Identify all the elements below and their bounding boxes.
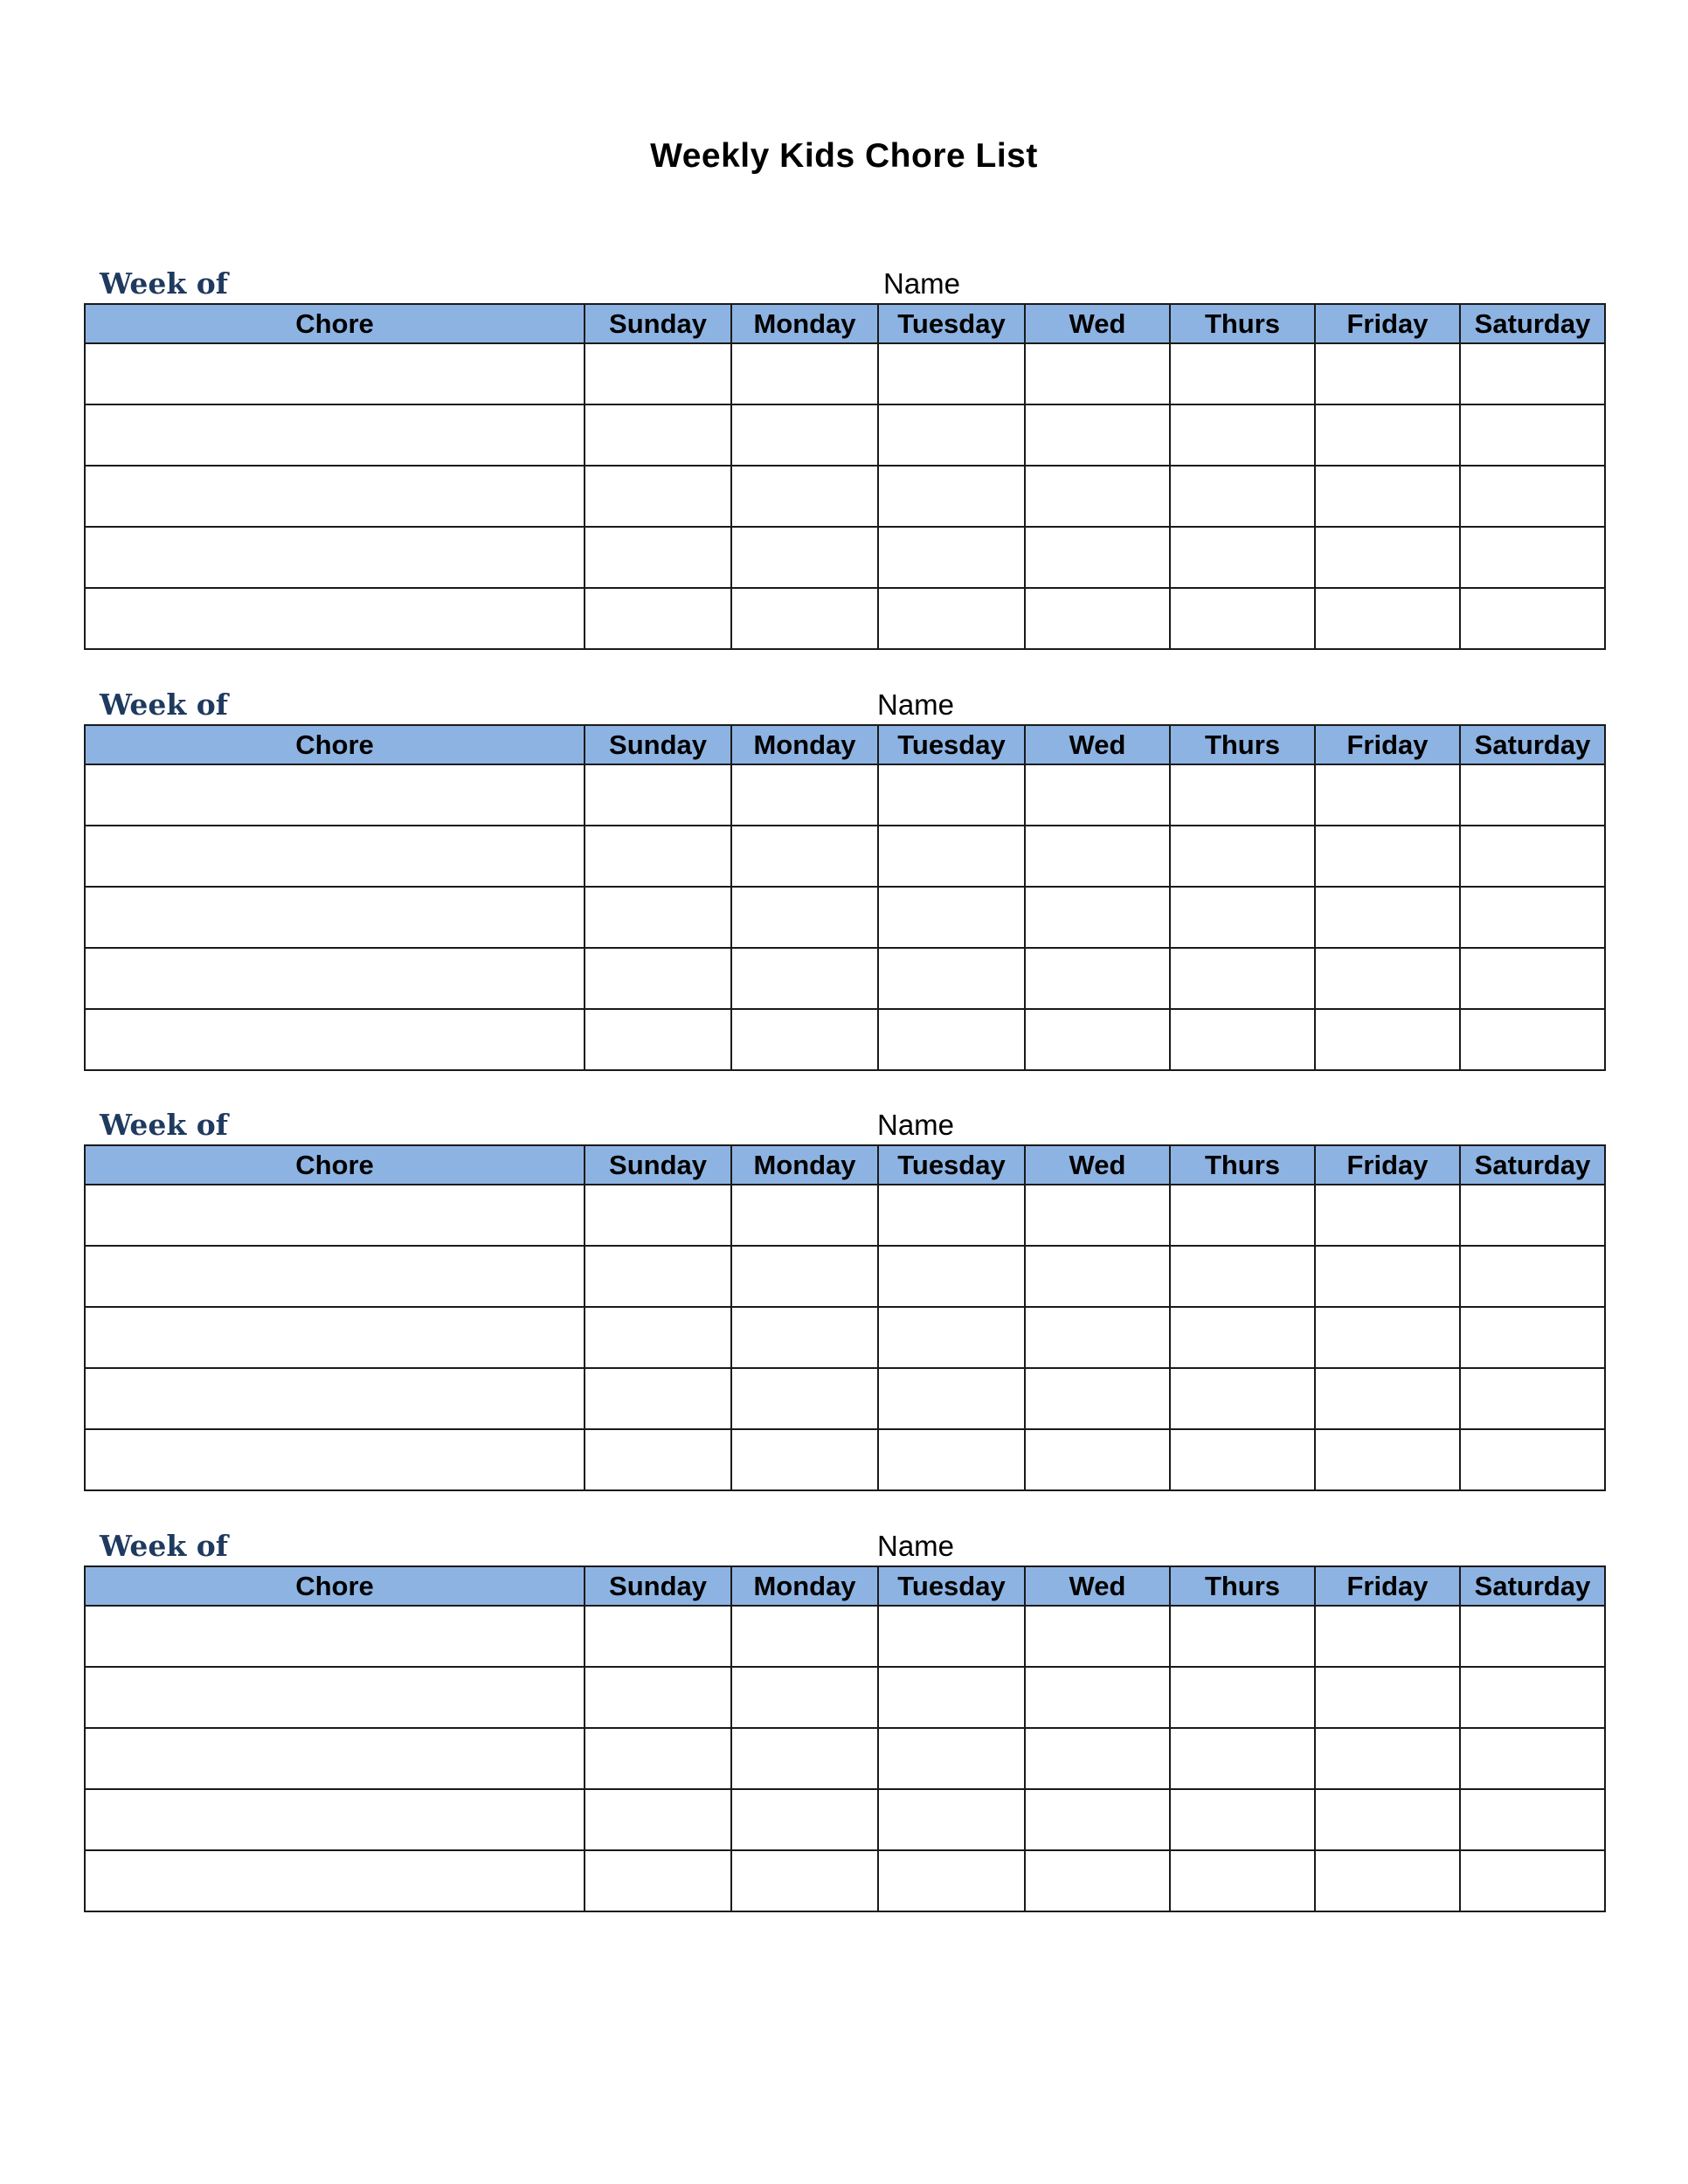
day-cell[interactable]: [878, 826, 1025, 887]
table-row: [85, 404, 1605, 466]
table-row: [85, 466, 1605, 527]
day-cell[interactable]: [731, 1246, 878, 1307]
day-cell[interactable]: [1170, 1185, 1315, 1246]
table-row: [85, 1246, 1605, 1307]
chore-table: [84, 724, 1606, 1071]
chore-cell[interactable]: [85, 343, 585, 404]
day-cell[interactable]: [1315, 826, 1460, 887]
name-label: Name: [877, 1530, 955, 1562]
table-row: [85, 1185, 1605, 1246]
chore-cell[interactable]: [85, 588, 585, 649]
day-cell[interactable]: [1460, 1667, 1605, 1728]
column-header-sunday: Sunday: [585, 1145, 731, 1185]
day-cell[interactable]: [1170, 1246, 1315, 1307]
day-cell[interactable]: [585, 1307, 731, 1368]
day-cell[interactable]: [1025, 1185, 1170, 1246]
table-row: [85, 1667, 1605, 1728]
column-header-tuesday: Tuesday: [878, 725, 1025, 764]
week-of-label: Week of: [100, 1108, 228, 1142]
week-section: [84, 263, 1604, 650]
day-cell[interactable]: [1315, 1185, 1460, 1246]
column-header-monday: Monday: [731, 725, 878, 764]
week-of-label: Week of: [100, 688, 228, 722]
chore-cell[interactable]: [85, 826, 585, 887]
chore-table: [84, 303, 1606, 650]
column-header-monday: Monday: [731, 304, 878, 343]
chore-cell[interactable]: [85, 764, 585, 826]
chore-cell[interactable]: [85, 1307, 585, 1368]
day-cell[interactable]: [1170, 1429, 1315, 1490]
chore-cell[interactable]: [85, 1246, 585, 1307]
column-header-sunday: Sunday: [585, 725, 731, 764]
day-cell[interactable]: [878, 887, 1025, 948]
day-cell[interactable]: [1315, 404, 1460, 466]
day-cell[interactable]: [1315, 1307, 1460, 1368]
day-cell[interactable]: [585, 1728, 731, 1789]
day-cell[interactable]: [731, 1307, 878, 1368]
day-cell[interactable]: [1025, 1789, 1170, 1850]
day-cell[interactable]: [731, 1789, 878, 1850]
day-cell[interactable]: [1170, 588, 1315, 649]
column-header-tuesday: Tuesday: [878, 304, 1025, 343]
day-cell[interactable]: [1460, 1728, 1605, 1789]
day-cell[interactable]: [1460, 948, 1605, 1009]
day-cell[interactable]: [1460, 1429, 1605, 1490]
day-cell[interactable]: [1460, 588, 1605, 649]
day-cell[interactable]: [1025, 588, 1170, 649]
day-cell[interactable]: [585, 1368, 731, 1429]
day-cell[interactable]: [585, 1789, 731, 1850]
column-header-saturday: Saturday: [1460, 725, 1605, 764]
chore-cell[interactable]: [85, 887, 585, 948]
column-header-chore: Chore: [85, 725, 585, 764]
day-cell[interactable]: [878, 1307, 1025, 1368]
table-row: [85, 1728, 1605, 1789]
column-header-friday: Friday: [1315, 304, 1460, 343]
day-cell[interactable]: [1315, 466, 1460, 527]
column-header-thurs: Thurs: [1170, 1566, 1315, 1606]
chore-cell[interactable]: [85, 1850, 585, 1911]
column-header-saturday: Saturday: [1460, 1145, 1605, 1185]
day-cell[interactable]: [731, 887, 878, 948]
day-cell[interactable]: [1025, 1246, 1170, 1307]
day-cell[interactable]: [1170, 764, 1315, 826]
day-cell[interactable]: [1315, 1789, 1460, 1850]
day-cell[interactable]: [1460, 887, 1605, 948]
day-cell[interactable]: [1460, 466, 1605, 527]
day-cell[interactable]: [1025, 1009, 1170, 1070]
header-row: [85, 1566, 1605, 1606]
day-cell[interactable]: [1460, 404, 1605, 466]
chore-cell[interactable]: [85, 1009, 585, 1070]
week-header: [84, 263, 1604, 303]
day-cell[interactable]: [1170, 948, 1315, 1009]
column-header-sunday: Sunday: [585, 304, 731, 343]
week-header: [84, 684, 1604, 724]
day-cell[interactable]: [1170, 1009, 1315, 1070]
chore-cell[interactable]: [85, 1368, 585, 1429]
day-cell[interactable]: [1025, 1728, 1170, 1789]
day-cell[interactable]: [585, 527, 731, 588]
column-header-wed: Wed: [1025, 1145, 1170, 1185]
column-header-friday: Friday: [1315, 1566, 1460, 1606]
day-cell[interactable]: [1025, 826, 1170, 887]
day-cell[interactable]: [585, 1429, 731, 1490]
day-cell[interactable]: [1315, 1246, 1460, 1307]
day-cell[interactable]: [1025, 404, 1170, 466]
day-cell[interactable]: [1315, 1009, 1460, 1070]
day-cell[interactable]: [585, 1185, 731, 1246]
day-cell[interactable]: [731, 1185, 878, 1246]
day-cell[interactable]: [1460, 1307, 1605, 1368]
day-cell[interactable]: [1170, 1307, 1315, 1368]
day-cell[interactable]: [1170, 1850, 1315, 1911]
column-header-chore: Chore: [85, 1566, 585, 1606]
column-header-saturday: Saturday: [1460, 1566, 1605, 1606]
day-cell[interactable]: [1460, 1368, 1605, 1429]
day-cell[interactable]: [585, 466, 731, 527]
column-header-wed: Wed: [1025, 725, 1170, 764]
day-cell[interactable]: [731, 1728, 878, 1789]
day-cell[interactable]: [585, 404, 731, 466]
day-cell[interactable]: [1025, 1850, 1170, 1911]
day-cell[interactable]: [585, 1246, 731, 1307]
header-row: [85, 1145, 1605, 1185]
table-row: [85, 527, 1605, 588]
day-cell[interactable]: [1170, 1728, 1315, 1789]
chore-cell[interactable]: [85, 466, 585, 527]
day-cell[interactable]: [1315, 948, 1460, 1009]
week-section: [84, 684, 1604, 1071]
day-cell[interactable]: [1460, 527, 1605, 588]
column-header-chore: Chore: [85, 304, 585, 343]
day-cell[interactable]: [1460, 1009, 1605, 1070]
day-cell[interactable]: [878, 1429, 1025, 1490]
chore-cell[interactable]: [85, 1789, 585, 1850]
table-row: [85, 343, 1605, 404]
week-header: [84, 1525, 1604, 1565]
day-cell[interactable]: [585, 764, 731, 826]
day-cell[interactable]: [731, 404, 878, 466]
table-row: [85, 1368, 1605, 1429]
day-cell[interactable]: [878, 466, 1025, 527]
day-cell[interactable]: [1315, 527, 1460, 588]
day-cell[interactable]: [1025, 887, 1170, 948]
day-cell[interactable]: [1025, 1368, 1170, 1429]
chore-cell[interactable]: [85, 1429, 585, 1490]
chore-cell[interactable]: [85, 527, 585, 588]
day-cell[interactable]: [731, 1429, 878, 1490]
day-cell[interactable]: [1170, 1789, 1315, 1850]
day-cell[interactable]: [1460, 1606, 1605, 1667]
day-cell[interactable]: [731, 588, 878, 649]
header-row: [85, 304, 1605, 343]
chore-cell[interactable]: [85, 1728, 585, 1789]
day-cell[interactable]: [1025, 466, 1170, 527]
day-cell[interactable]: [1315, 1429, 1460, 1490]
day-cell[interactable]: [1170, 826, 1315, 887]
table-row: [85, 1429, 1605, 1490]
day-cell[interactable]: [1315, 887, 1460, 948]
week-section: [84, 1104, 1604, 1491]
day-cell[interactable]: [585, 1606, 731, 1667]
chore-cell[interactable]: [85, 948, 585, 1009]
chore-table: [84, 1144, 1606, 1491]
day-cell[interactable]: [731, 1368, 878, 1429]
name-label: Name: [883, 267, 961, 300]
day-cell[interactable]: [1460, 1789, 1605, 1850]
day-cell[interactable]: [1025, 1429, 1170, 1490]
day-cell[interactable]: [1315, 764, 1460, 826]
day-cell[interactable]: [878, 1246, 1025, 1307]
chore-cell[interactable]: [85, 1667, 585, 1728]
day-cell[interactable]: [1025, 1307, 1170, 1368]
day-cell[interactable]: [878, 764, 1025, 826]
day-cell[interactable]: [878, 588, 1025, 649]
day-cell[interactable]: [1315, 1606, 1460, 1667]
column-header-thurs: Thurs: [1170, 725, 1315, 764]
table-row: [85, 1009, 1605, 1070]
day-cell[interactable]: [878, 1850, 1025, 1911]
week-of-label: Week of: [100, 1529, 228, 1563]
column-header-saturday: Saturday: [1460, 304, 1605, 343]
day-cell[interactable]: [878, 1728, 1025, 1789]
day-cell[interactable]: [878, 948, 1025, 1009]
day-cell[interactable]: [1170, 466, 1315, 527]
day-cell[interactable]: [1460, 826, 1605, 887]
column-header-sunday: Sunday: [585, 1566, 731, 1606]
day-cell[interactable]: [878, 1667, 1025, 1728]
day-cell[interactable]: [1170, 404, 1315, 466]
day-cell[interactable]: [1315, 588, 1460, 649]
column-header-thurs: Thurs: [1170, 1145, 1315, 1185]
day-cell[interactable]: [731, 764, 878, 826]
day-cell[interactable]: [1025, 764, 1170, 826]
header-row: [85, 725, 1605, 764]
day-cell[interactable]: [878, 1789, 1025, 1850]
chore-table: [84, 1565, 1606, 1912]
day-cell[interactable]: [731, 1667, 878, 1728]
day-cell[interactable]: [731, 948, 878, 1009]
name-label: Name: [877, 1109, 955, 1141]
column-header-monday: Monday: [731, 1145, 878, 1185]
week-section: [84, 1525, 1604, 1912]
day-cell[interactable]: [585, 1009, 731, 1070]
day-cell[interactable]: [1025, 1606, 1170, 1667]
day-cell[interactable]: [878, 1185, 1025, 1246]
day-cell[interactable]: [1460, 1850, 1605, 1911]
day-cell[interactable]: [1025, 527, 1170, 588]
day-cell[interactable]: [878, 1606, 1025, 1667]
table-row: [85, 1850, 1605, 1911]
day-cell[interactable]: [1315, 1850, 1460, 1911]
day-cell[interactable]: [1170, 1606, 1315, 1667]
day-cell[interactable]: [1460, 764, 1605, 826]
day-cell[interactable]: [585, 588, 731, 649]
day-cell[interactable]: [1170, 527, 1315, 588]
column-header-friday: Friday: [1315, 1145, 1460, 1185]
name-label: Name: [877, 688, 955, 721]
day-cell[interactable]: [585, 343, 731, 404]
day-cell[interactable]: [1170, 343, 1315, 404]
day-cell[interactable]: [1460, 1246, 1605, 1307]
day-cell[interactable]: [585, 948, 731, 1009]
day-cell[interactable]: [585, 887, 731, 948]
day-cell[interactable]: [585, 1667, 731, 1728]
day-cell[interactable]: [1025, 1667, 1170, 1728]
day-cell[interactable]: [1170, 1368, 1315, 1429]
table-row: [85, 1606, 1605, 1667]
table-row: [85, 764, 1605, 826]
day-cell[interactable]: [1025, 948, 1170, 1009]
day-cell[interactable]: [1460, 1185, 1605, 1246]
day-cell[interactable]: [731, 826, 878, 887]
day-cell[interactable]: [1315, 1368, 1460, 1429]
column-header-tuesday: Tuesday: [878, 1566, 1025, 1606]
day-cell[interactable]: [585, 826, 731, 887]
day-cell[interactable]: [878, 527, 1025, 588]
table-row: [85, 1789, 1605, 1850]
day-cell[interactable]: [878, 1009, 1025, 1070]
page-title: Weekly Kids Chore List: [650, 137, 1038, 175]
day-cell[interactable]: [1460, 343, 1605, 404]
day-cell[interactable]: [1315, 1728, 1460, 1789]
table-row: [85, 948, 1605, 1009]
column-header-tuesday: Tuesday: [878, 1145, 1025, 1185]
column-header-wed: Wed: [1025, 304, 1170, 343]
chore-cell[interactable]: [85, 404, 585, 466]
column-header-chore: Chore: [85, 1145, 585, 1185]
table-row: [85, 887, 1605, 948]
day-cell[interactable]: [731, 1606, 878, 1667]
day-cell[interactable]: [1315, 1667, 1460, 1728]
day-cell[interactable]: [1170, 887, 1315, 948]
column-header-thurs: Thurs: [1170, 304, 1315, 343]
table-row: [85, 1307, 1605, 1368]
day-cell[interactable]: [878, 1368, 1025, 1429]
day-cell[interactable]: [1315, 343, 1460, 404]
day-cell[interactable]: [585, 1850, 731, 1911]
week-of-label: Week of: [100, 266, 228, 301]
column-header-monday: Monday: [731, 1566, 878, 1606]
chore-cell[interactable]: [85, 1185, 585, 1246]
table-row: [85, 588, 1605, 649]
column-header-friday: Friday: [1315, 725, 1460, 764]
chore-cell[interactable]: [85, 1606, 585, 1667]
day-cell[interactable]: [1170, 1667, 1315, 1728]
day-cell[interactable]: [731, 343, 878, 404]
table-row: [85, 826, 1605, 887]
day-cell[interactable]: [731, 466, 878, 527]
week-header: [84, 1104, 1604, 1144]
day-cell[interactable]: [731, 1850, 878, 1911]
day-cell[interactable]: [878, 404, 1025, 466]
day-cell[interactable]: [878, 343, 1025, 404]
column-header-wed: Wed: [1025, 1566, 1170, 1606]
day-cell[interactable]: [731, 527, 878, 588]
day-cell[interactable]: [731, 1009, 878, 1070]
day-cell[interactable]: [1025, 343, 1170, 404]
